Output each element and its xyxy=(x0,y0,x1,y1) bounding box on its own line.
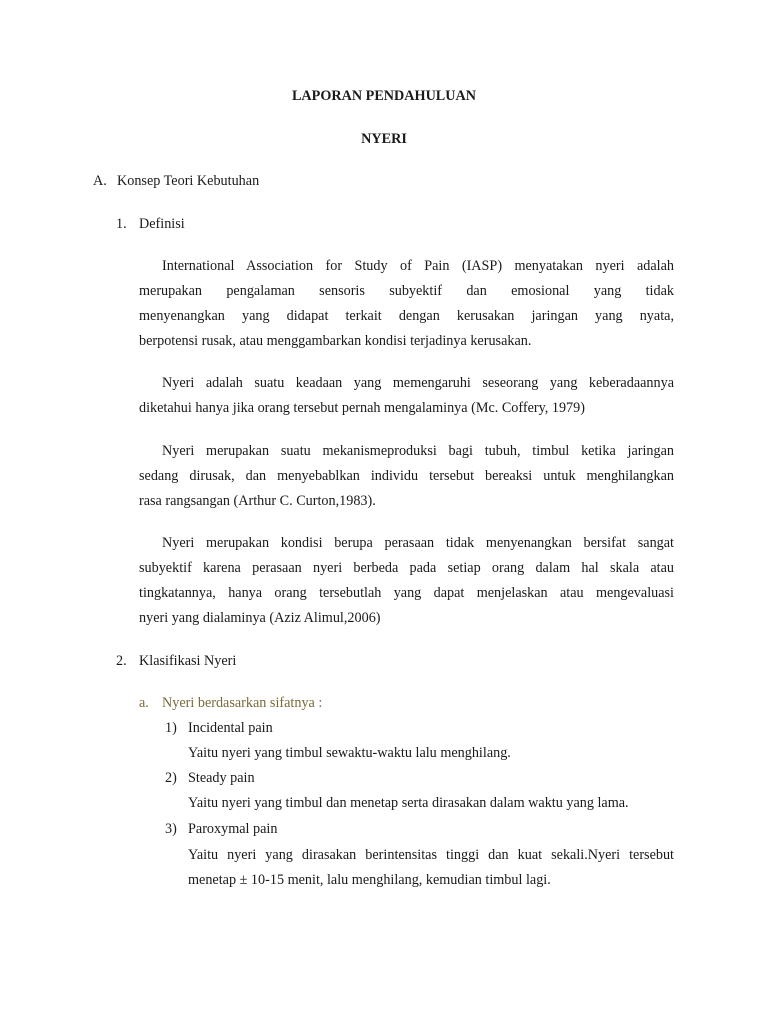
pain-type-description: Yaitu nyeri yang timbul dan menetap serta dirasakan dalam waktu yang lama. xyxy=(188,795,629,811)
paragraph-3-line: rasa rangsangan (Arthur C. Curton,1983). xyxy=(139,493,376,509)
pain-type-description: menetap ± 10-15 menit, lalu menghilang, kemudian timbul lagi. xyxy=(188,872,551,888)
pain-type-name: Incidental pain xyxy=(188,720,273,736)
pain-type-marker: 2) xyxy=(165,770,177,786)
paragraph-1-line: berpotensi rusak, atau menggambarkan kondisi terjadinya kerusakan. xyxy=(139,333,532,349)
item-1-heading: Definisi xyxy=(139,216,185,232)
section-a-marker: A. xyxy=(93,173,107,189)
paragraph-1-line: merupakan pengalaman sensoris subyektif dan emosional yang tidak xyxy=(139,283,674,299)
paragraph-1-line: International Association for Study of Pain (IASP) menyatakan nyeri adalah xyxy=(162,258,674,274)
sub-a-marker: a. xyxy=(139,695,149,711)
paragraph-2-line: Nyeri adalah suatu keadaan yang memengaruhi seseorang yang keberadaannya xyxy=(162,375,674,391)
document-subtitle: NYERI xyxy=(361,131,407,147)
pain-type-marker: 3) xyxy=(165,821,177,837)
document-title: LAPORAN PENDAHULUAN xyxy=(291,88,477,104)
paragraph-4-line: nyeri yang dialaminya (Aziz Alimul,2006) xyxy=(139,610,381,626)
paragraph-3-line: sedang dirusak, dan menyebablkan individu tersebut bereaksi untuk menghilangkan xyxy=(139,468,674,484)
pain-type-description: Yaitu nyeri yang timbul sewaktu-waktu lalu menghilang. xyxy=(188,745,511,761)
paragraph-2-line: diketahui hanya jika orang tersebut pernah mengalaminya (Mc. Coffery, 1979) xyxy=(139,400,585,416)
paragraph-3-line: Nyeri merupakan suatu mekanismeproduksi bagi tubuh, timbul ketika jaringan xyxy=(162,443,674,459)
paragraph-1-line: menyenangkan yang didapat terkait dengan kerusakan jaringan yang nyata, xyxy=(139,308,674,324)
item-1-marker: 1. xyxy=(116,216,127,232)
pain-type-marker: 1) xyxy=(165,720,177,736)
item-2-heading: Klasifikasi Nyeri xyxy=(139,653,237,669)
paragraph-4-line: tingkatannya, hanya orang tersebutlah yang dapat menjelaskan atau mengevaluasi xyxy=(139,585,674,601)
pain-type-name: Paroxymal pain xyxy=(188,821,278,837)
pain-type-name: Steady pain xyxy=(188,770,255,786)
paragraph-4-line: Nyeri merupakan kondisi berupa perasaan tidak menyenangkan bersifat sangat xyxy=(162,535,674,551)
paragraph-4-line: subyektif karena perasaan nyeri berbeda pada setiap orang dalam hal skala atau xyxy=(139,560,674,576)
section-a-heading: Konsep Teori Kebutuhan xyxy=(117,173,260,189)
sub-a-heading: Nyeri berdasarkan sifatnya : xyxy=(162,695,323,711)
item-2-marker: 2. xyxy=(116,653,127,669)
pain-type-description: Yaitu nyeri yang dirasakan berintensitas tinggi dan kuat sekali.Nyeri tersebut xyxy=(188,847,674,863)
